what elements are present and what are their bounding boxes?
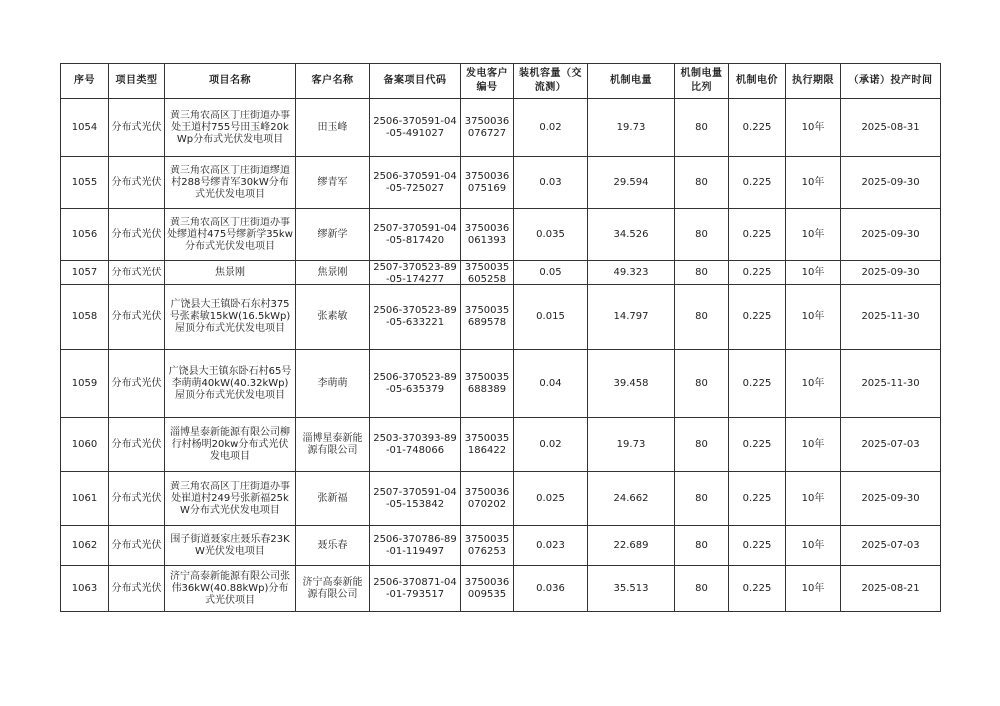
cell-price: 0.225 [729, 209, 786, 261]
cell-project-name: 围子街道聂家庄聂乐春23KW光伏发电项目 [165, 526, 296, 566]
cell-type: 分布式光伏 [109, 350, 165, 418]
cell-mech-energy: 22.689 [588, 526, 675, 566]
cell-mech-energy: 24.662 [588, 472, 675, 526]
table-row [61, 472, 941, 526]
cell-filing-code: 2507-370591-04-05-817420 [370, 209, 461, 261]
table-row [61, 157, 941, 209]
table-row [61, 566, 941, 612]
project-name-text: 黄三角农高区丁庄街道办事处缪道村475号缪新学35kw分布式光伏发电项目 [167, 216, 293, 252]
header-cell: 发电客户编号 [461, 64, 514, 99]
cell-ratio: 80 [675, 566, 729, 612]
cell-seq: 1063 [61, 566, 109, 612]
cell-term: 10年 [786, 157, 841, 209]
cell-project-name [165, 472, 296, 526]
cell-customer: 张素敏 [296, 285, 370, 350]
cell-customer-no: 3750035688389 [461, 350, 514, 418]
cell-filing-code: 2506-370591-04-05-725027 [370, 157, 461, 209]
cell-date: 2025-09-30 [841, 472, 941, 526]
cell-capacity: 0.03 [514, 157, 588, 209]
cell-ratio: 80 [675, 209, 729, 261]
cell-customer: 田玉峰 [296, 99, 370, 157]
cell-mech-energy: 34.526 [588, 209, 675, 261]
cell-seq: 1059 [61, 350, 109, 418]
cell-filing-code: 2503-370393-89-01-748066 [370, 418, 461, 472]
cell-customer: 缪新学 [296, 209, 370, 261]
cell-ratio: 80 [675, 261, 729, 285]
header-cell: 备案项目代码 [370, 64, 461, 99]
header-cell: 机制电量 [588, 64, 675, 99]
cell-customer-no: 3750036075169 [461, 157, 514, 209]
cell-seq: 1058 [61, 285, 109, 350]
cell-project-name [165, 157, 296, 209]
cell-customer-no: 3750036061393 [461, 209, 514, 261]
table-row [61, 261, 941, 285]
cell-customer-no: 3750036070202 [461, 472, 514, 526]
cell-customer-no: 3750036009535 [461, 566, 514, 612]
cell-type: 分布式光伏 [109, 285, 165, 350]
cell-type: 分布式光伏 [109, 209, 165, 261]
cell-mech-energy: 49.323 [588, 261, 675, 285]
cell-term: 10年 [786, 285, 841, 350]
cell-project-name: 淄博星泰新能源有限公司柳行村杨明20kw分布式光伏发电项目 [165, 418, 296, 472]
filing-code-text: 2507-370523-89-05-174277 [373, 261, 457, 284]
project-name-text: 黄三角农高区丁庄街道办事处王道村755号田玉峰20kWp分布式光伏发电项目 [170, 109, 290, 145]
cell-date: 2025-08-31 [841, 99, 941, 157]
cell-term: 10年 [786, 350, 841, 418]
cell-capacity: 0.025 [514, 472, 588, 526]
cell-type: 分布式光伏 [109, 566, 165, 612]
cell-customer: 张新福 [296, 472, 370, 526]
project-table [60, 63, 941, 612]
table-row [61, 285, 941, 350]
header-cell: 执行期限 [786, 64, 841, 99]
cell-term: 10年 [786, 418, 841, 472]
table-row [61, 418, 941, 472]
cell-type: 分布式光伏 [109, 418, 165, 472]
cell-term: 10年 [786, 526, 841, 566]
cell-type: 分布式光伏 [109, 526, 165, 566]
cell-date: 2025-09-30 [841, 209, 941, 261]
header-cell: 序号 [61, 64, 109, 99]
cell-customer: 济宁高泰新能源有限公司 [296, 566, 370, 612]
header-cell: 机制电量比列 [675, 64, 729, 99]
cell-customer: 淄博星泰新能源有限公司 [296, 418, 370, 472]
cell-term: 10年 [786, 472, 841, 526]
cell-ratio: 80 [675, 285, 729, 350]
cell-seq: 1056 [61, 209, 109, 261]
cell-customer-no: 3750035186422 [461, 418, 514, 472]
cell-mech-energy: 39.458 [588, 350, 675, 418]
cell-filing-code: 2506-370523-89-05-635379 [370, 350, 461, 418]
cell-type [109, 261, 165, 285]
cell-capacity: 0.036 [514, 566, 588, 612]
cell-date: 2025-07-03 [841, 526, 941, 566]
cell-filing-code: 2506-370523-89-05-633221 [370, 285, 461, 350]
cell-project-name: 广饶县大王镇东卧石村65号李萌萌40kW(40.32kWp)屋顶分布式光伏发电项目 [165, 350, 296, 418]
cell-ratio: 80 [675, 526, 729, 566]
cell-mech-energy: 19.73 [588, 99, 675, 157]
cell-seq: 1060 [61, 418, 109, 472]
cell-mech-energy: 29.594 [588, 157, 675, 209]
cell-ratio: 80 [675, 350, 729, 418]
cell-customer-no [461, 261, 514, 285]
cell-seq: 1054 [61, 99, 109, 157]
cell-customer: 缪青军 [296, 157, 370, 209]
cell-date: 2025-08-21 [841, 566, 941, 612]
cell-type: 分布式光伏 [109, 472, 165, 526]
cell-term: 10年 [786, 99, 841, 157]
cell-price: 0.225 [729, 261, 786, 285]
cell-price: 0.225 [729, 526, 786, 566]
cell-filing-code: 2506-370786-89-01-119497 [370, 526, 461, 566]
type-text: 分布式光伏 [111, 266, 162, 278]
cell-type: 分布式光伏 [109, 157, 165, 209]
cell-capacity: 0.02 [514, 418, 588, 472]
cell-date: 2025-07-03 [841, 418, 941, 472]
header-cell: （承诺）投产时间 [841, 64, 941, 99]
cell-seq: 1061 [61, 472, 109, 526]
table-row [61, 209, 941, 261]
cell-seq: 1055 [61, 157, 109, 209]
project-name-text: 黄三角农高区丁庄街道办事处崔道村249号张新福25kW分布式光伏发电项目 [170, 480, 290, 516]
header-cell: 项目名称 [165, 64, 296, 99]
cell-filing-code: 2506-370871-04-01-793517 [370, 566, 461, 612]
cell-price: 0.225 [729, 350, 786, 418]
cell-price: 0.225 [729, 285, 786, 350]
cell-customer: 聂乐春 [296, 526, 370, 566]
cell-mech-energy: 19.73 [588, 418, 675, 472]
cell-customer: 李萌萌 [296, 350, 370, 418]
cell-date: 2025-11-30 [841, 350, 941, 418]
cell-capacity: 0.02 [514, 99, 588, 157]
cell-customer-no: 3750035689578 [461, 285, 514, 350]
table-row [61, 526, 941, 566]
cell-date: 2025-09-30 [841, 157, 941, 209]
cell-project-name: 焦景刚 [165, 261, 296, 285]
cell-term: 10年 [786, 261, 841, 285]
table-header-row [61, 64, 941, 99]
cell-price: 0.225 [729, 99, 786, 157]
header-cell: 装机容量（交流测） [514, 64, 588, 99]
cell-ratio: 80 [675, 472, 729, 526]
cell-date: 2025-09-30 [841, 261, 941, 285]
cell-ratio: 80 [675, 99, 729, 157]
header-cell: 客户名称 [296, 64, 370, 99]
table-row [61, 350, 941, 418]
cell-filing-code: 2506-370591-04-05-491027 [370, 99, 461, 157]
cell-term: 10年 [786, 566, 841, 612]
cell-project-name: 广饶县大王镇卧石东村375号张素敏15kW(16.5kWp)屋顶分布式光伏发电项目 [165, 285, 296, 350]
cell-mech-energy: 35.513 [588, 566, 675, 612]
cell-ratio: 80 [675, 418, 729, 472]
cell-project-name [165, 209, 296, 261]
cell-price: 0.225 [729, 418, 786, 472]
cell-capacity: 0.035 [514, 209, 588, 261]
cell-term: 10年 [786, 209, 841, 261]
cell-filing-code: 2507-370591-04-05-153842 [370, 472, 461, 526]
cell-customer: 焦景刚 [296, 261, 370, 285]
header-cell: 机制电价 [729, 64, 786, 99]
cell-ratio: 80 [675, 157, 729, 209]
table-row [61, 99, 941, 157]
cell-customer-no: 3750036076727 [461, 99, 514, 157]
cell-seq: 1062 [61, 526, 109, 566]
cell-filing-code [370, 261, 461, 285]
cell-capacity: 0.015 [514, 285, 588, 350]
customer-no-text: 3750035605258 [464, 261, 510, 284]
cell-type: 分布式光伏 [109, 99, 165, 157]
cell-seq: 1057 [61, 261, 109, 285]
header-cell: 项目类型 [109, 64, 165, 99]
cell-price: 0.225 [729, 472, 786, 526]
cell-date: 2025-11-30 [841, 285, 941, 350]
cell-customer-no: 3750035076253 [461, 526, 514, 566]
project-name-text: 黄三角农高区丁庄街道缪道村288号缪青军30kW分布式光伏发电项目 [170, 164, 290, 200]
cell-price: 0.225 [729, 157, 786, 209]
cell-capacity: 0.04 [514, 350, 588, 418]
cell-capacity: 0.05 [514, 261, 588, 285]
cell-price: 0.225 [729, 566, 786, 612]
cell-project-name [165, 99, 296, 157]
cell-mech-energy: 14.797 [588, 285, 675, 350]
cell-project-name: 济宁高泰新能源有限公司张伟36kW(40.88kWp)分布式光伏项目 [165, 566, 296, 612]
cell-capacity: 0.023 [514, 526, 588, 566]
